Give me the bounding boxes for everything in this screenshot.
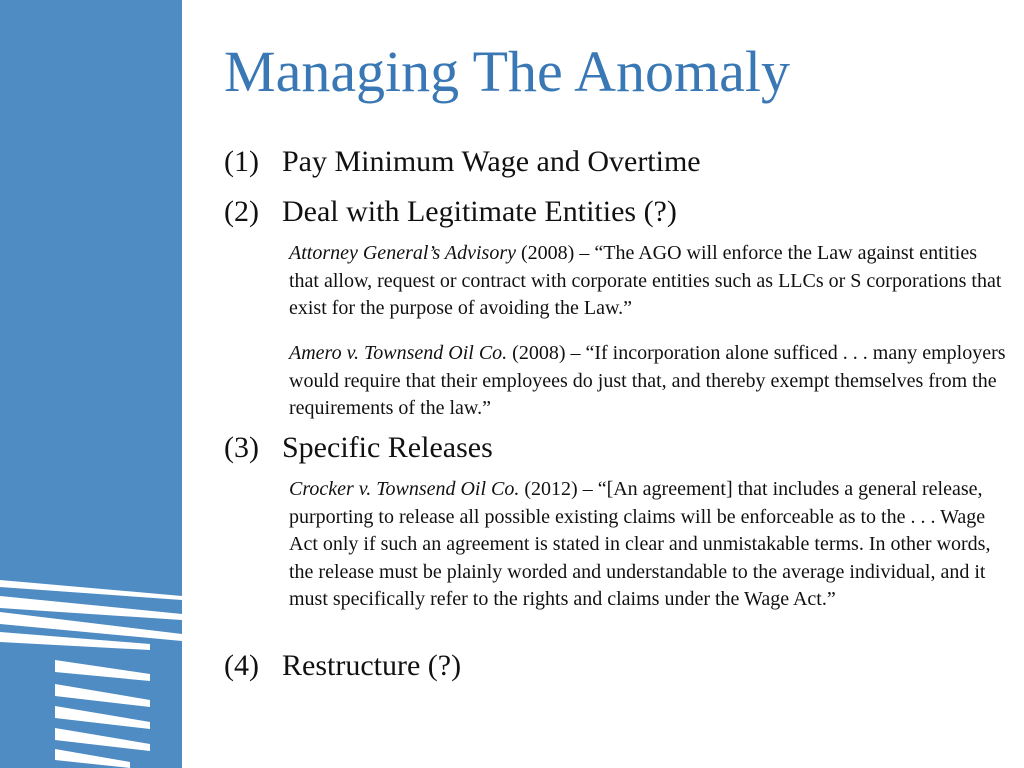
list-item [224,649,461,684]
item-number: (4) [224,649,259,682]
quote-text: “[An agreement] that includes a general release, purporting to release all possible existing claims will be enforceable as to the . . . Wage Act only if such an agreement is stated in clear and unmistakable terms. In other words, the release must be plainly worded and understandable to the average individual, and it must specifically refer to the rights and claims under the Wage Act.” [289,478,991,610]
item-number: (3) [224,431,259,464]
list-item [224,145,701,180]
quote-year: (2012) – [519,478,598,500]
slide-title: Managing The Anomaly [224,39,790,104]
quote-year: (2008) – [516,242,595,264]
stripe-pattern-graphic [0,0,182,768]
item-text: Restructure (?) [282,649,462,682]
quote-text: “The AGO will enforce the Law against entities that allow, request or contract with corporate entities such as LLCs or S corporations that exist for the purpose of avoiding the Law.” [289,242,1002,319]
quote-source: Amero v. Townsend Oil Co. [289,342,508,364]
quote-block [289,240,1009,323]
quote-year: (2008) – [507,342,586,364]
item-text: Specific Releases [282,431,493,464]
list-item [224,195,677,230]
list-item [224,431,493,466]
quote-text: “If incorporation alone sufficed . . . many employers would require that their employees do just that, and thereby exempt themselves from the requirements of the law.” [289,342,1006,419]
item-text: Pay Minimum Wage and Overtime [282,145,701,178]
slide-content [224,0,1014,768]
quote-block [289,476,1009,614]
quote-block [289,340,1009,423]
item-number: (2) [224,195,259,228]
quote-source: Attorney General’s Advisory [289,242,517,264]
decorative-sidebar [0,0,182,768]
quote-source: Crocker v. Townsend Oil Co. [289,478,520,500]
item-text: Deal with Legitimate Entities (?) [282,195,677,228]
item-number: (1) [224,145,259,178]
